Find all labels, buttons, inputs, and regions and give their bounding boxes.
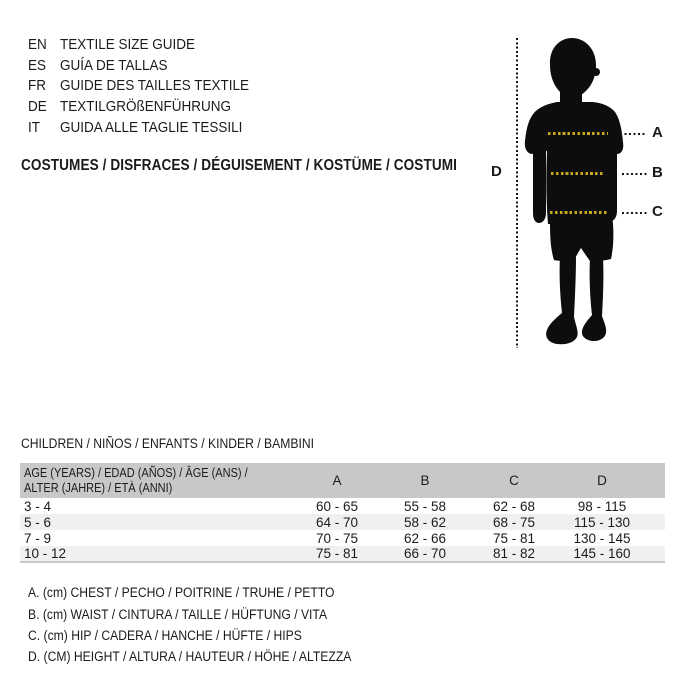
lang-title: TEXTILE SIZE GUIDE [60, 35, 196, 53]
lang-code: FR [28, 77, 46, 95]
lang-title: GUIDA ALLE TAGLIE TESSILI [60, 119, 243, 137]
measurement-legend [28, 582, 387, 668]
waist-cell: 66 - 70 [403, 546, 447, 561]
table-header-row [20, 463, 665, 498]
hip-measure-line [550, 211, 608, 214]
lang-row-it [28, 117, 270, 138]
height-measure-line [516, 38, 518, 348]
legend-chest [28, 582, 387, 603]
filler-cell [645, 498, 665, 514]
legend-waist-text: B. (cm) WAIST / CINTURA / TAILLE / HÜFTUNG / VITA [28, 606, 328, 622]
waist-leader-line [622, 173, 647, 175]
waist-cell: 58 - 62 [403, 514, 447, 530]
marker-waist: B [652, 164, 663, 181]
age-cell: 3 - 4 [24, 498, 52, 514]
hip-leader-line [622, 212, 647, 214]
column-header-a: A [332, 473, 342, 488]
chest-measure-line [548, 132, 608, 135]
lang-row-fr [28, 76, 270, 97]
lang-code: ES [28, 56, 47, 74]
lang-code: DE [28, 98, 47, 116]
hip-cell: 75 - 81 [492, 530, 536, 546]
height-cell: 130 - 145 [573, 530, 631, 546]
legend-height-text: D. (CM) HEIGHT / ALTURA / HAUTEUR / HÖHE / ALTEZZA [28, 649, 352, 665]
height-cell: 115 - 130 [573, 514, 631, 530]
column-header-b: B [420, 473, 430, 488]
column-header-d: D [597, 473, 607, 488]
lang-code: IT [28, 119, 41, 137]
age-header-line1: AGE (YEARS) / EDAD (AÑOS) / ÂGE (ANS) / [24, 466, 248, 480]
age-cell: 10 - 12 [24, 546, 67, 561]
filler-cell [645, 546, 665, 562]
height-cell: 98 - 115 [577, 498, 627, 514]
age-column-header [20, 463, 293, 498]
table-row [20, 546, 665, 562]
category-title: COSTUMES / DISFRACES / DÉGUISEMENT / KOSTÜME / COSTUMI [21, 157, 458, 174]
waist-cell: 55 - 58 [403, 498, 447, 514]
measurement-figure [480, 20, 700, 360]
filler-cell [645, 514, 665, 530]
legend-hip-text: C. (cm) HIP / CADERA / HANCHE / HÜFTE / HIPS [28, 627, 302, 643]
legend-chest-text: A. (cm) CHEST / PECHO / POITRINE / TRUHE / PETTO [28, 585, 335, 601]
child-silhouette [480, 20, 700, 360]
legend-waist [28, 603, 387, 624]
size-chart-table [20, 463, 665, 563]
hip-cell: 68 - 75 [492, 514, 536, 530]
marker-chest: A [652, 124, 663, 141]
waist-measure-line [551, 172, 603, 175]
height-cell: 145 - 160 [573, 546, 631, 561]
marker-hip: C [652, 203, 663, 220]
chest-cell: 70 - 75 [315, 530, 359, 546]
table-row [20, 530, 665, 546]
lang-title: TEXTILGRÖßENFÜHRUNG [60, 98, 232, 116]
hip-cell: 81 - 82 [492, 546, 536, 561]
filler-cell [645, 463, 665, 498]
hip-cell: 62 - 68 [492, 498, 536, 514]
legend-hip [28, 625, 387, 646]
marker-height: D [491, 163, 502, 180]
lang-row-es [28, 55, 270, 76]
table-row [20, 514, 665, 530]
lang-title: GUÍA DE TALLAS [60, 56, 168, 74]
chest-leader-line [620, 133, 646, 135]
language-title-list [28, 34, 270, 138]
lang-row-de [28, 96, 270, 117]
column-header-c: C [509, 473, 519, 488]
lang-row-en [28, 34, 270, 55]
chest-cell: 64 - 70 [315, 514, 359, 530]
silhouette-ear [592, 68, 600, 76]
silhouette-left-leg [546, 255, 578, 344]
age-cell: 5 - 6 [24, 514, 52, 530]
legend-height [28, 646, 387, 667]
filler-cell [645, 530, 665, 546]
lang-code: EN [28, 35, 47, 53]
age-header-line2: ALTER (JAHRE) / ETÀ (ANNI) [24, 480, 173, 495]
silhouette-left-arm [533, 150, 546, 223]
silhouette-right-leg [582, 257, 606, 341]
age-cell: 7 - 9 [24, 530, 52, 546]
silhouette-shorts [548, 196, 613, 261]
waist-cell: 62 - 66 [403, 530, 447, 546]
chest-cell: 75 - 81 [315, 546, 359, 561]
table-row [20, 498, 665, 514]
lang-title: GUIDE DES TAILLES TEXTILE [60, 77, 250, 95]
children-section-title: CHILDREN / NIÑOS / ENFANTS / KINDER / BAMBINI [21, 436, 315, 451]
chest-cell: 60 - 65 [315, 498, 359, 514]
